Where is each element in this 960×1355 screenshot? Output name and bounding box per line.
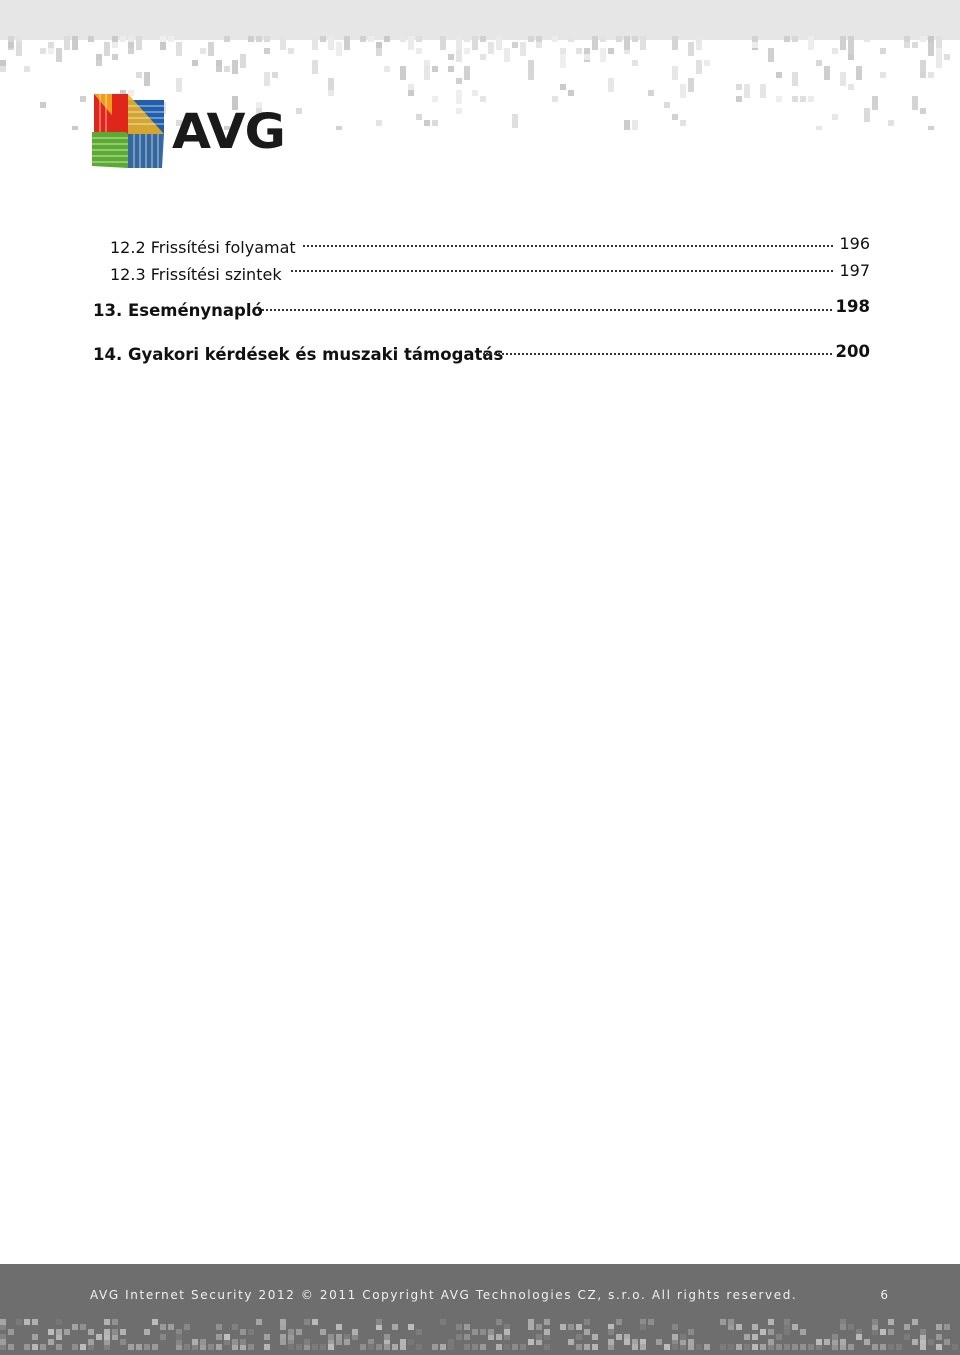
- footer-pixel-pattern: [0, 1264, 960, 1355]
- toc-entry-title: 12.2 Frissítési folyamat: [110, 238, 296, 257]
- toc-entry-title: 14. Gyakori kérdések és muszaki támogatás: [93, 345, 504, 364]
- toc-leader: [291, 270, 833, 272]
- toc-entry[interactable]: [0, 343, 960, 373]
- toc-entry-page: 196: [839, 234, 870, 253]
- toc-entry-title: 13. Eseménynapló: [93, 301, 263, 320]
- toc-entry-title: 12.3 Frissítési szintek: [110, 265, 282, 284]
- toc-entry[interactable]: [0, 234, 960, 264]
- toc-leader: [303, 245, 833, 247]
- toc-entry[interactable]: [0, 298, 960, 328]
- page-footer: [0, 1264, 960, 1355]
- toc-leader: [483, 353, 832, 355]
- avg-logo-text: AVG: [172, 104, 285, 160]
- toc-entry-page: 198: [835, 297, 870, 316]
- toc-entry-page: 200: [835, 342, 870, 361]
- toc-leader: [258, 309, 832, 311]
- footer-copyright: AVG Internet Security 2012 © 2011 Copyright AVG Technologies CZ, s.r.o. All rights reserved.: [90, 1288, 798, 1302]
- avg-logo-icon: [88, 92, 168, 172]
- toc-entry[interactable]: [0, 261, 960, 291]
- toc-entry-page: 197: [839, 261, 870, 280]
- footer-page-number: 6: [880, 1288, 888, 1302]
